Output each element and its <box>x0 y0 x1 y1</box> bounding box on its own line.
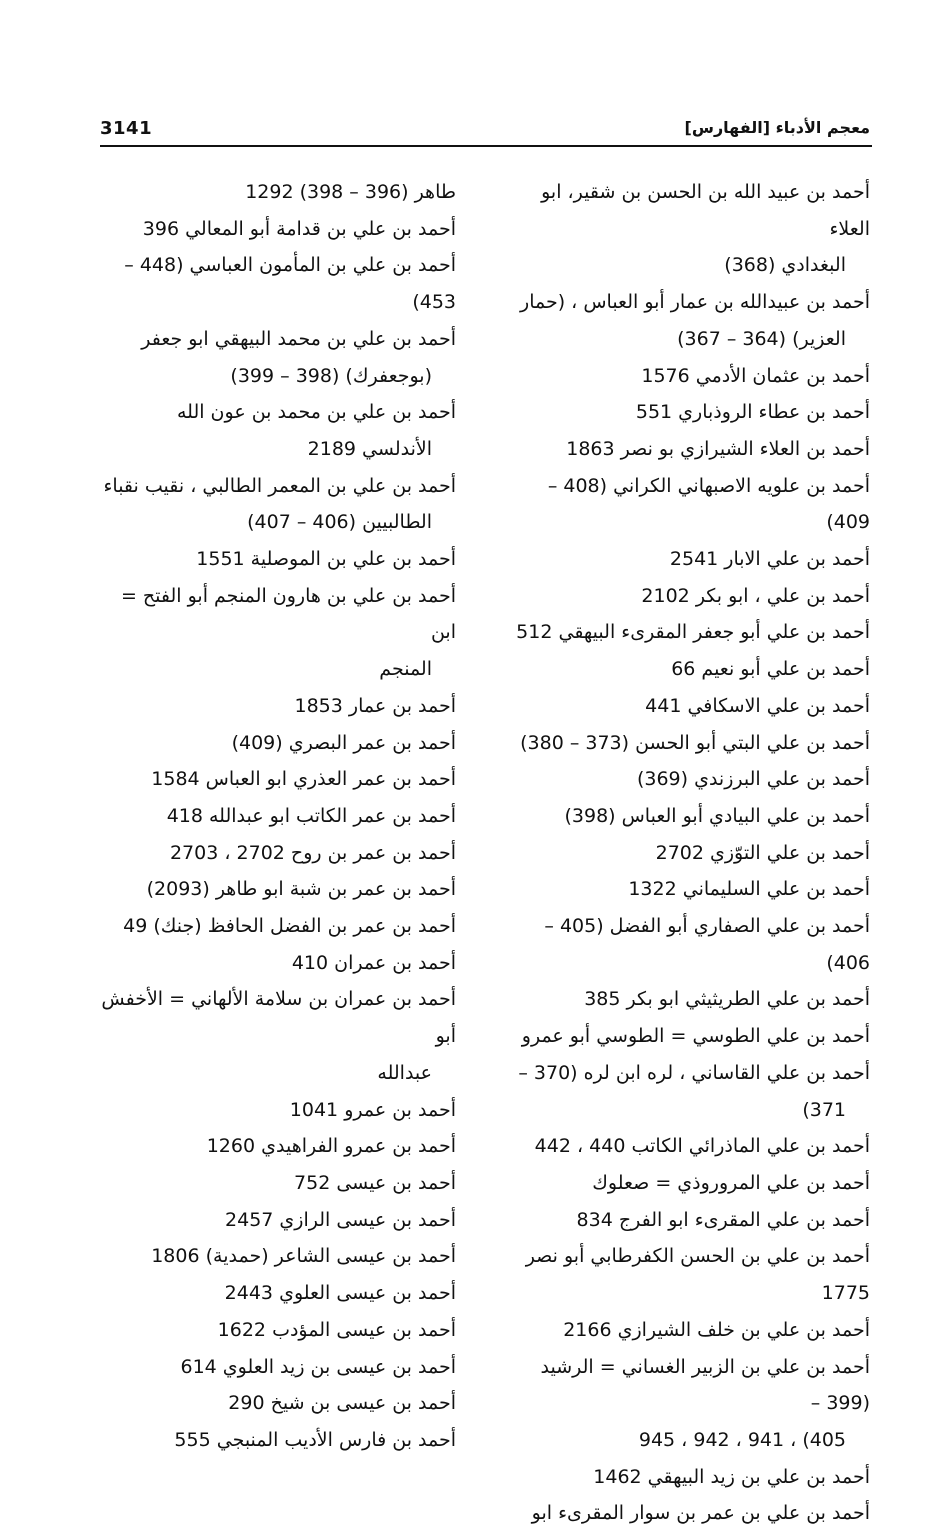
index-entry-text: أحمد بن علي بن الموصلية 1551 <box>196 548 456 571</box>
index-entry-text: أحمد بن عيسى العلوي 2443 <box>224 1282 456 1305</box>
index-entry <box>98 1092 456 1129</box>
index-column-left <box>98 174 456 1459</box>
index-entry-text: أحمد بن علي بن محمد بن عون الله <box>176 401 456 424</box>
index-entry-text: أحمد بن علي القاساني ، لره ابن لره (370 – <box>518 1061 870 1084</box>
index-entry <box>505 688 870 725</box>
index-entry <box>98 1349 456 1386</box>
index-entry <box>98 1422 456 1459</box>
index-entry-text: أحمد بن عمرو 1041 <box>289 1098 456 1121</box>
index-entry-text: أحمد بن عمرو الفراهيدي 1260 <box>206 1135 456 1158</box>
index-entry-text: أحمد بن علي التوّزي 2702 <box>655 841 870 864</box>
index-entry-text: أحمد بن عيسى المؤدب 1622 <box>217 1318 456 1341</box>
index-entry-text: أحمد بن علي بن قدامة أبو المعالي 396 <box>142 217 456 240</box>
index-entry <box>505 981 870 1018</box>
index-entry-text: أحمد بن علي البتي أبو الحسن (373 – 380) <box>520 731 870 754</box>
index-entry-text: أحمد بن عمر البصري (409) <box>231 731 456 754</box>
index-entry-text: أحمد بن علي بن المأمون العباسي (448 – 453) <box>124 254 456 314</box>
index-column-right <box>505 174 870 1532</box>
index-entry <box>98 945 456 982</box>
index-entry <box>98 835 456 872</box>
index-entry-text: أحمد بن علي أبو نعيم 66 <box>671 658 870 681</box>
index-entry <box>505 1055 870 1128</box>
index-entry <box>98 1128 456 1165</box>
index-entry-text: أحمد بن عيسى الرازي 2457 <box>225 1208 456 1231</box>
index-entry-text: أحمد بن علي الابار 2541 <box>669 548 870 571</box>
index-entry <box>98 908 456 945</box>
index-entry <box>98 578 456 688</box>
index-entry <box>505 394 870 431</box>
index-entry <box>505 651 870 688</box>
index-entry-text: أحمد بن عيسى 752 <box>294 1171 456 1194</box>
index-entry <box>98 688 456 725</box>
index-entry-text: أحمد بن علي المروروذي = صعلوك <box>592 1171 870 1194</box>
index-entry <box>505 1128 870 1165</box>
index-entry <box>98 541 456 578</box>
index-entry-text: أحمد بن عمر بن روح 2702 ، 2703 <box>169 841 456 864</box>
index-entry <box>505 1495 870 1532</box>
index-entry-text: أحمد بن علي البرزندي (369) <box>636 768 870 791</box>
page-number: 3141 <box>100 118 153 139</box>
index-entry-text: أحمد بن علي المقرىء ابو الفرج 834 <box>576 1208 870 1231</box>
index-entry-continuation: 371) <box>802 1098 846 1121</box>
index-entry-continuation: الطالبيين (406 – 407) <box>247 511 432 534</box>
index-entry <box>505 871 870 908</box>
index-entry <box>98 1385 456 1422</box>
running-head: معجم الأدباء [الفهارس] <box>684 118 870 137</box>
index-entry-text: أحمد بن علي بن الحسن الكفرطابي أبو نصر 1775 <box>525 1245 870 1305</box>
index-entry-text: أحمد بن عيسى بن زيد العلوي 614 <box>180 1355 456 1378</box>
index-entry-text: أحمد بن علي بن محمد البيهقي ابو جعفر <box>141 327 456 350</box>
index-entry-text: أحمد بن علي الصفاري أبو الفضل (405 – 406) <box>544 915 870 974</box>
index-entry-text: أحمد بن علي السليماني 1322 <box>628 878 870 901</box>
index-entry <box>98 1238 456 1275</box>
index-entry <box>98 1275 456 1312</box>
index-entry-text: أحمد بن العلاء الشيرازي بو نصر 1863 <box>566 437 870 460</box>
index-entry-text: أحمد بن علي ، ابو بكر 2102 <box>641 584 870 607</box>
index-entry-continuation: عبدالله <box>377 1061 432 1084</box>
index-entry-text: أحمد بن عمران بن سلامة الألهاني = الأخفش أبو <box>101 988 456 1048</box>
index-entry <box>98 468 456 541</box>
index-entry <box>505 578 870 615</box>
index-entry-continuation: البغدادي (368) <box>724 254 846 277</box>
index-entry <box>505 761 870 798</box>
index-entry <box>98 981 456 1091</box>
index-entry <box>505 541 870 578</box>
index-entry <box>98 761 456 798</box>
index-entry-text: أحمد بن علي بن هارون المنجم أبو الفتح = ابن <box>120 584 456 644</box>
index-entry-text: أحمد بن فارس الأديب المنبجي 555 <box>174 1428 456 1451</box>
index-entry-text: أحمد بن عطاء الروذباري 551 <box>635 401 870 424</box>
index-entry-text: أحمد بن علي بن المعمر الطالبي ، نقيب نقباء <box>103 474 456 497</box>
index-entry-text: أحمد بن علي الماذرائي الكاتب 440 ، 442 <box>534 1135 870 1158</box>
index-entry <box>505 431 870 468</box>
index-entry-text: طاهر (396 – 398) 1292 <box>245 181 456 203</box>
index-entry <box>98 174 456 211</box>
index-entry <box>505 174 870 284</box>
index-entry <box>98 247 456 320</box>
index-entry <box>505 1459 870 1496</box>
index-entry-text: أحمد بن عمر الكاتب ابو عبدالله 418 <box>166 804 456 827</box>
index-entry-text: أحمد بن عبيد الله بن الحسن بن شقير، ابو العلاء <box>541 181 870 240</box>
index-entry-continuation: (بوجعفرك) (398 – 399) <box>230 364 432 387</box>
index-entry-continuation: الأندلسي 2189 <box>307 437 432 460</box>
index-entry-text: أحمد بن علي بن زيد البيهقي 1462 <box>593 1465 870 1488</box>
index-entry <box>505 798 870 835</box>
index-entry-text: أحمد بن عبيدالله بن عمار أبو العباس ، (حمار <box>520 291 870 314</box>
index-entry-text: أحمد بن علي أبو جعفر المقرىء البيهقي 512 <box>516 621 870 644</box>
index-entry <box>505 1312 870 1349</box>
index-entry <box>505 1202 870 1239</box>
index-entry <box>505 1165 870 1202</box>
index-entry <box>505 1018 870 1055</box>
index-entry <box>505 614 870 651</box>
index-entry <box>98 211 456 248</box>
index-entry <box>505 908 870 981</box>
index-entry-text: أحمد بن عيسى الشاعر (حمدية) 1806 <box>151 1245 456 1268</box>
index-entry <box>98 1202 456 1239</box>
index-entry-continuation: العزير) (364 – 367) <box>677 327 846 350</box>
index-entry <box>505 468 870 541</box>
index-entry <box>98 1165 456 1202</box>
index-entry <box>98 798 456 835</box>
index-entry-text: أحمد بن عمر العذري ابو العباس 1584 <box>151 768 456 791</box>
index-entry <box>505 358 870 395</box>
index-entry-text: أحمد بن عثمان الأدمي 1576 <box>641 364 870 387</box>
index-entry <box>505 1349 870 1459</box>
index-entry-text: أحمد بن علويه الاصبهاني الكراني (408 – 409) <box>547 474 870 534</box>
index-entry-text: أحمد بن علي بن خلف الشيرازي 2166 <box>563 1318 870 1341</box>
index-entry-text: أحمد بن عمران 410 <box>291 951 456 974</box>
index-entry <box>505 835 870 872</box>
index-entry <box>505 284 870 357</box>
index-entry-continuation: 405) ، 941 ، 942 ، 945 <box>638 1428 846 1451</box>
index-entry <box>98 321 456 394</box>
index-entry <box>98 725 456 762</box>
index-entry <box>98 871 456 908</box>
index-entry-text: أحمد بن علي الطوسي = الطوسي أبو عمرو <box>521 1025 870 1048</box>
index-entry-text: أحمد بن علي بن الزبير الغساني = الرشيد (399 – <box>540 1355 870 1415</box>
index-entry <box>505 1238 870 1311</box>
index-entry-text: أحمد بن علي بن عمر بن سوار المقرىء ابو <box>531 1502 870 1525</box>
index-entry-text: أحمد بن علي الطريثيثي ابو بكر 385 <box>584 988 870 1011</box>
index-entry-text: أحمد بن عيسى بن شيخ 290 <box>228 1392 456 1415</box>
index-entry-text: أحمد بن علي الاسكافي 441 <box>645 694 870 717</box>
index-entry-text: أحمد بن عمر بن الفضل الحافظ (جنك) 49 <box>123 915 456 938</box>
index-entry <box>98 394 456 467</box>
index-entry-continuation: المنجم <box>379 658 432 681</box>
index-entry-text: أحمد بن علي البيادي أبو العباس (398) <box>564 804 870 827</box>
index-entry <box>98 1312 456 1349</box>
header-rule <box>100 145 872 147</box>
index-entry <box>505 725 870 762</box>
index-entry-text: أحمد بن عمر بن شبة ابو طاهر (2093) <box>146 878 456 901</box>
index-entry-text: أحمد بن عمار 1853 <box>294 694 456 717</box>
